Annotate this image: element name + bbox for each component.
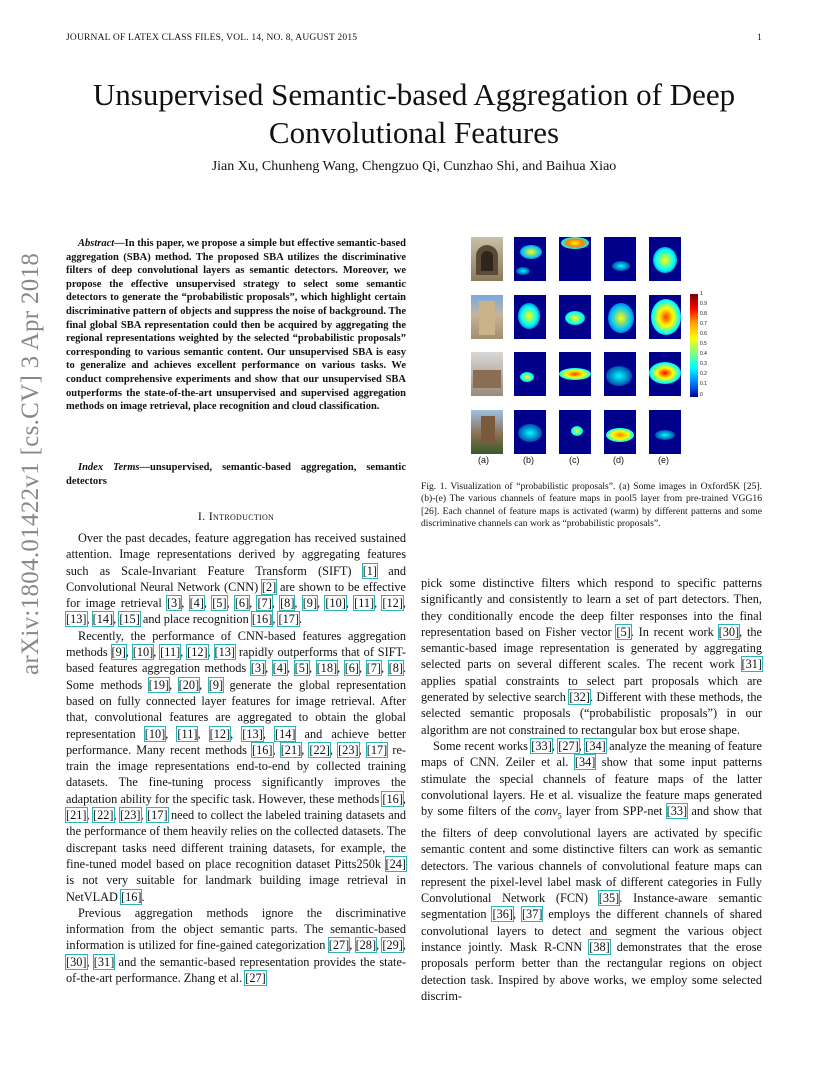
citation-link[interactable]: [35] <box>598 891 620 906</box>
citation-link[interactable]: [20] <box>178 677 200 692</box>
citation-link[interactable]: [7] <box>366 661 381 676</box>
photo-thumbnail <box>471 410 503 454</box>
citation-link[interactable]: [6] <box>344 661 360 676</box>
citation-link[interactable]: [3] <box>250 661 266 676</box>
page-number: 1 <box>757 33 762 43</box>
citation-link[interactable]: [18] <box>316 661 338 676</box>
citation-link[interactable]: [5] <box>616 624 631 639</box>
citation-link[interactable]: [8] <box>388 661 403 676</box>
photo-thumbnail <box>471 295 503 339</box>
colorbar-tick: 1 <box>700 291 703 297</box>
paragraph: Previous aggregation methods ignore the discriminative information from the object semantic parts. The semantic-based information is utilized for fine-gained categorization [27], [28], [29], [30], [31] and the semantic-based representation provides the state-of-the-art performance. Zhang et al. [27] <box>66 905 407 986</box>
citation-link[interactable]: [37] <box>521 907 543 922</box>
citation-link[interactable]: [17] <box>147 808 168 823</box>
figure-label: (d) <box>613 455 624 465</box>
citation-link[interactable]: [9] <box>302 596 318 611</box>
citation-link[interactable]: [13] <box>242 726 263 741</box>
citation-link[interactable]: [21] <box>280 742 302 757</box>
abstract-text: —In this paper, we propose a simple but effective semantic-based aggregation (SBA) method. The proposed SBA utilizes the discriminative filters of deep convolutional layers as semantic detectors. Moreover, we propose the effective unsupervised strategy to select some semantic detectors to generate the “probabilistic proposals”, which highlight certain discriminative pattern of objects and suppress the noise of background. The final global SBA representation could then be acquired by aggregating the regional representations weighted by the selected “probabilistic proposals” corresponding to various semantic content. Our unsupervised SBA is easy to generalize and achieves excellent performance on various tasks. We conduct comprehensive experiments and show that our unsupervised SBA outperforms the state-of-the-art unsupervised and supervised aggregation methods on image retrieval, place recognition and cloud classification. <box>66 238 406 413</box>
photo-thumbnail <box>471 352 503 396</box>
colorbar-tick: 0.4 <box>700 351 707 357</box>
intro-left-column <box>66 530 406 986</box>
feature-map <box>604 352 636 396</box>
citation-link[interactable]: [31] <box>93 954 115 969</box>
citation-link[interactable]: [10] <box>144 726 166 741</box>
citation-link[interactable]: [15] <box>119 612 140 627</box>
citation-link[interactable]: [30] <box>66 954 87 969</box>
citation-link[interactable]: [29] <box>382 938 403 953</box>
figure-label: (b) <box>523 455 534 465</box>
feature-map <box>514 237 546 281</box>
colorbar-tick: 0 <box>700 392 703 398</box>
citation-link[interactable]: [11] <box>354 596 375 611</box>
citation-link[interactable]: [27] <box>328 938 350 953</box>
citation-link[interactable]: [11] <box>160 645 181 660</box>
citation-link[interactable]: [2] <box>261 579 277 594</box>
citation-link[interactable]: [5] <box>212 596 227 611</box>
author-list: Jian Xu, Chunheng Wang, Chengzuo Qi, Cunzhao Shi, and Baihua Xiao <box>211 159 617 174</box>
colorbar-tick: 0.9 <box>700 301 707 307</box>
section-heading <box>66 509 406 524</box>
citation-link[interactable]: [28] <box>355 938 377 953</box>
index-terms-text: —unsupervised, semantic-based aggregation, semantic detectors <box>66 462 406 487</box>
citation-link[interactable]: [4] <box>189 596 204 611</box>
citation-link[interactable]: [16] <box>252 742 273 757</box>
citation-link[interactable]: [33] <box>666 804 688 819</box>
citation-link[interactable]: [14] <box>274 726 296 741</box>
citation-link[interactable]: [12] <box>209 726 231 741</box>
citation-link[interactable]: [10] <box>325 596 346 611</box>
citation-link[interactable]: [31] <box>741 657 762 672</box>
citation-link[interactable]: [16] <box>120 889 142 904</box>
feature-map <box>559 237 591 281</box>
citation-link[interactable]: [9] <box>208 677 224 692</box>
citation-link[interactable]: [14] <box>92 612 114 627</box>
feature-map <box>514 295 546 339</box>
citation-link[interactable]: [23] <box>338 742 359 757</box>
colorbar-tick: 0.7 <box>700 321 707 327</box>
colorbar-tick: 0.6 <box>700 331 707 337</box>
citation-link[interactable]: [8] <box>280 596 295 611</box>
paper-title: Unsupervised Semantic-based Aggregation of Deep Convolutional Features <box>92 77 736 150</box>
citation-link[interactable]: [24] <box>385 856 406 871</box>
figure-label: (e) <box>658 455 669 465</box>
section-title: Introduction <box>208 509 275 523</box>
citation-link[interactable]: [17] <box>278 612 299 627</box>
figure-label: (c) <box>569 455 580 465</box>
feature-map <box>604 410 636 454</box>
colorbar-tick: 0.2 <box>700 371 707 377</box>
abstract <box>66 237 406 414</box>
citation-link[interactable]: [27] <box>558 738 579 753</box>
colorbar-tick: 0.5 <box>700 341 707 347</box>
citation-link[interactable]: [12] <box>187 645 208 660</box>
citation-link[interactable]: [7] <box>257 596 272 611</box>
citation-link[interactable]: [32] <box>569 690 590 705</box>
photo-thumbnail <box>471 237 503 281</box>
citation-link[interactable]: [13] <box>66 612 87 627</box>
feature-map <box>559 295 591 339</box>
citation-link[interactable]: [36] <box>492 907 513 922</box>
citation-link[interactable]: [13] <box>214 645 235 660</box>
citation-link[interactable]: [22] <box>309 742 330 757</box>
feature-map <box>604 295 636 339</box>
feature-map <box>649 237 681 281</box>
feature-map <box>604 237 636 281</box>
arxiv-stamp: arXiv:1804.01422v1 [cs.CV] 3 Apr 2018 <box>17 252 44 675</box>
paragraph: Recently, the performance of CNN-based features aggregation methods [9], [10], [11], [12], [13] rapidly outperforms that of SIFT-based features aggregation methods [3], [4], [5], [18], [6], [7], [8]. Some methods [19], [20], [9] generate the global representation based on fully connected layer features for image retrieval. After that, convolutional features are aggregated to obtain the global representation [10], [11], [12], [13], [14] and achieve better performance. Many recent methods [16], [21], [22], [23], [17] re-train the image representations end-to-end by collected training datasets. The fine-tuning process significantly improves the adaptation ability for the specific task. However, these methods [16], [21], [22], [23], [17] need to collect the labeled training datasets and the performance of them heavily relies on the collected datasets. The discrepant tasks need different training datasets, for example, the fine-tuned model based on place recognition dataset Pitts250k [24] is not very suitable for landmark building image retrieval in NetVLAD [16]. <box>66 628 407 904</box>
intro-right-column <box>421 575 762 1004</box>
paragraph: Some recent works [33], [27], [34] analyze the meaning of feature maps of CNN. Zeiler et al. [34] show that some input patterns stimulate the special channels of feature maps of the latter convolutional layers. He et al. visualize the feature maps generated by some filters of the conv$_5$ layer from SPP-net [33] and show that the filters of deep convolutional layers are activated by specific semantic content and some distinctive filters can work as semantic detectors. The various channels of convolutional feature maps can represent the pixel-level label mask of different categories in Fully Convolutional Network (FCN) [35]. Instance-aware semantic segmentation [36], [37] employs the different channels of shared convolutional layers to detect and segment the various object instance jointly. Mask R-CNN [38] demonstrates that the erose proposals perform better than the rectangular regions on object detection task. Inspired by above works, we employ some selected discrim- <box>421 738 762 1003</box>
citation-link[interactable]: [33] <box>531 738 552 753</box>
colorbar-tick: 0.3 <box>700 361 707 367</box>
feature-map <box>649 352 681 396</box>
citation-link[interactable]: [12] <box>382 596 403 611</box>
citation-link[interactable]: [5] <box>294 661 309 676</box>
abstract-label: Abstract <box>78 238 115 249</box>
index-terms <box>66 461 406 488</box>
citation-link[interactable]: [38] <box>589 939 610 954</box>
citation-link[interactable]: [16] <box>251 612 273 627</box>
citation-link[interactable]: [11] <box>177 726 198 741</box>
citation-link[interactable]: [3] <box>166 596 182 611</box>
figure-label: (a) <box>478 455 489 465</box>
citation-link[interactable]: [34] <box>585 738 606 753</box>
colorbar-tick: 0.8 <box>700 311 707 317</box>
feature-map <box>559 410 591 454</box>
citation-link[interactable]: [16] <box>382 791 403 806</box>
paragraph: Over the past decades, feature aggregation has received sustained attention. Image representations derived by aggregating features such as Scale-Invariant Feature Transform (SIFT) [1] and Convolutional Neural Network (CNN) [2] are shown to be effective for image retrieval [3], [4], [5], [6], [7], [8], [9], [10], [11], [12], [13], [14], [15] and place recognition [16], [17]. <box>66 531 406 627</box>
colorbar <box>690 294 698 397</box>
citation-link[interactable]: [27] <box>245 971 266 986</box>
citation-link[interactable]: [22] <box>93 808 114 823</box>
citation-link[interactable]: [19] <box>148 677 170 692</box>
index-terms-label: Index Terms <box>78 462 140 473</box>
citation-link[interactable]: [4] <box>272 661 288 676</box>
citation-link[interactable]: [17] <box>366 742 388 757</box>
feature-map <box>514 410 546 454</box>
colorbar-tick: 0.1 <box>700 381 707 387</box>
feature-map <box>514 352 546 396</box>
feature-map <box>559 352 591 396</box>
feature-map <box>649 295 681 339</box>
paragraph: pick some distinctive filters which respond to specific patterns significantly and consistently to learn a set of part detectors. Then, they conditionally encode the deep filter responses into the final representation based on Fisher vector [5]. In recent work [30], the semantic-based image representation is generated by aggregating selected parts on several different scales. The recent work [31] applies spatial constraints to select part proposals which are generated by selective search [32]. Different with these methods, the selected semantic proposals (“probabilistic proposals”) in our algorithm are not constrained to rectangular box but erose shape. <box>421 576 762 737</box>
figure-caption: Fig. 1. Visualization of “probabilistic proposals”. (a) Some images in Oxford5K [25]. (b)-(e) The various channels of feature maps in pool5 layer from pre-trained VGG16 [26]. Each channel of feature maps is activated (warm) by different patterns and some discriminative channels can work as “probabilistic proposals”. <box>421 481 762 529</box>
citation-link[interactable]: [30] <box>718 624 740 639</box>
citation-link[interactable]: [34] <box>574 755 596 770</box>
feature-map <box>649 410 681 454</box>
citation-link[interactable]: [9] <box>111 645 126 660</box>
citation-link[interactable]: [10] <box>132 645 154 660</box>
section-number: I. <box>197 509 206 523</box>
running-header: JOURNAL OF LATEX CLASS FILES, VOL. 14, NO. 8, AUGUST 2015 <box>66 33 358 43</box>
citation-link[interactable]: [23] <box>120 808 141 823</box>
citation-link[interactable]: [1] <box>362 563 378 578</box>
citation-link[interactable]: [6] <box>234 596 250 611</box>
citation-link[interactable]: [21] <box>66 808 87 823</box>
